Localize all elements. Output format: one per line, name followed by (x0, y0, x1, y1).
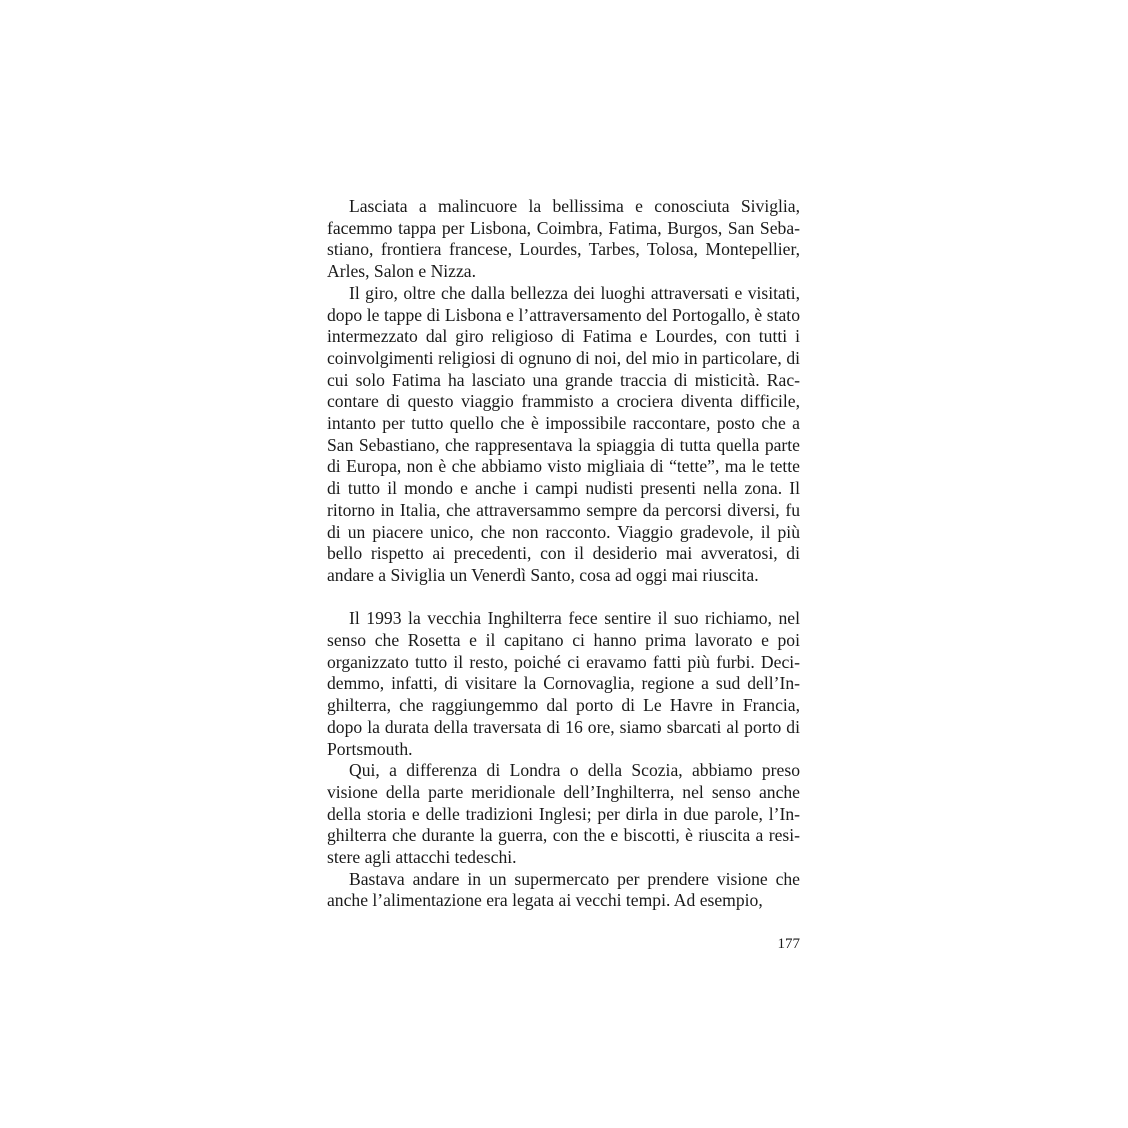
paragraph-qui: Qui, a differenza di Londra o della Scozia, abbiamo preso visione della parte meridionale dell’Inghilterra, nel senso anche della storia e delle tradizioni Inglesi; per dirla in due parole, l’Inghilterra che durante la guerra, con the e biscotti, è riuscita a resistere agli attacchi tedeschi. (327, 760, 800, 868)
page-body (327, 196, 800, 912)
paragraph-siviglia: Lasciata a malincuore la bellissima e conosciuta Siviglia, facemmo tappa per Lisbona, Coimbra, Fatima, Burgos, San Sebastiano, frontiera francese, Lourdes, Tarbes, Tolosa, Montepellier, Arles, Salon e Nizza. (327, 196, 800, 282)
paragraph-giro: Il giro, oltre che dalla bellezza dei luoghi attraversati e visitati, dopo le tappe di Lisbona e l’attraversamento del Portogallo, è stato intermezzato dal giro religioso di Fatima e Lourdes, con tutti i coinvolgimenti religiosi di ognuno di noi, del mio in particolare, di cui solo Fatima ha lasciato una grande traccia di misticità. Raccontare di questo viaggio frammisto a crociera diventa difficile, intanto per tutto quello che è impossibile raccontare, posto che a San Sebastiano, che rappresentava la spiaggia di tutta quella parte di Europa, non è che abbiamo visto migliaia di “tette”, ma le tette di tutto il mondo e anche i campi nudisti presenti nella zona. Il ritorno in Italia, che attraversammo sempre da percorsi diversi, fu di un piacere unico, che non racconto. Viaggio gradevole, il più bello rispetto ai precedenti, con il desiderio mai avveratosi, di andare a Siviglia un Venerdì Santo, cosa ad oggi mai riuscita. (327, 282, 800, 585)
page-number: 177 (777, 936, 800, 952)
paragraph-supermercato: Bastava andare in un supermercato per prendere visione che anche l’alimentazione era legata ai vecchi tempi. Ad esempio, (327, 868, 800, 911)
paragraph-inghilterra: Il 1993 la vecchia Inghilterra fece sentire il suo richiamo, nel senso che Rosetta e il capitano ci hanno prima lavorato e poi organizzato tutto il resto, poiché ci eravamo fatti più furbi. Decidemmo, infatti, di visitare la Cornovaglia, regione a sud dell’Inghilterra, che raggiungemmo dal porto di Le Havre in Francia, dopo la durata della traversata di 16 ore, siamo sbarcati al porto di Portsmouth. (327, 608, 800, 759)
